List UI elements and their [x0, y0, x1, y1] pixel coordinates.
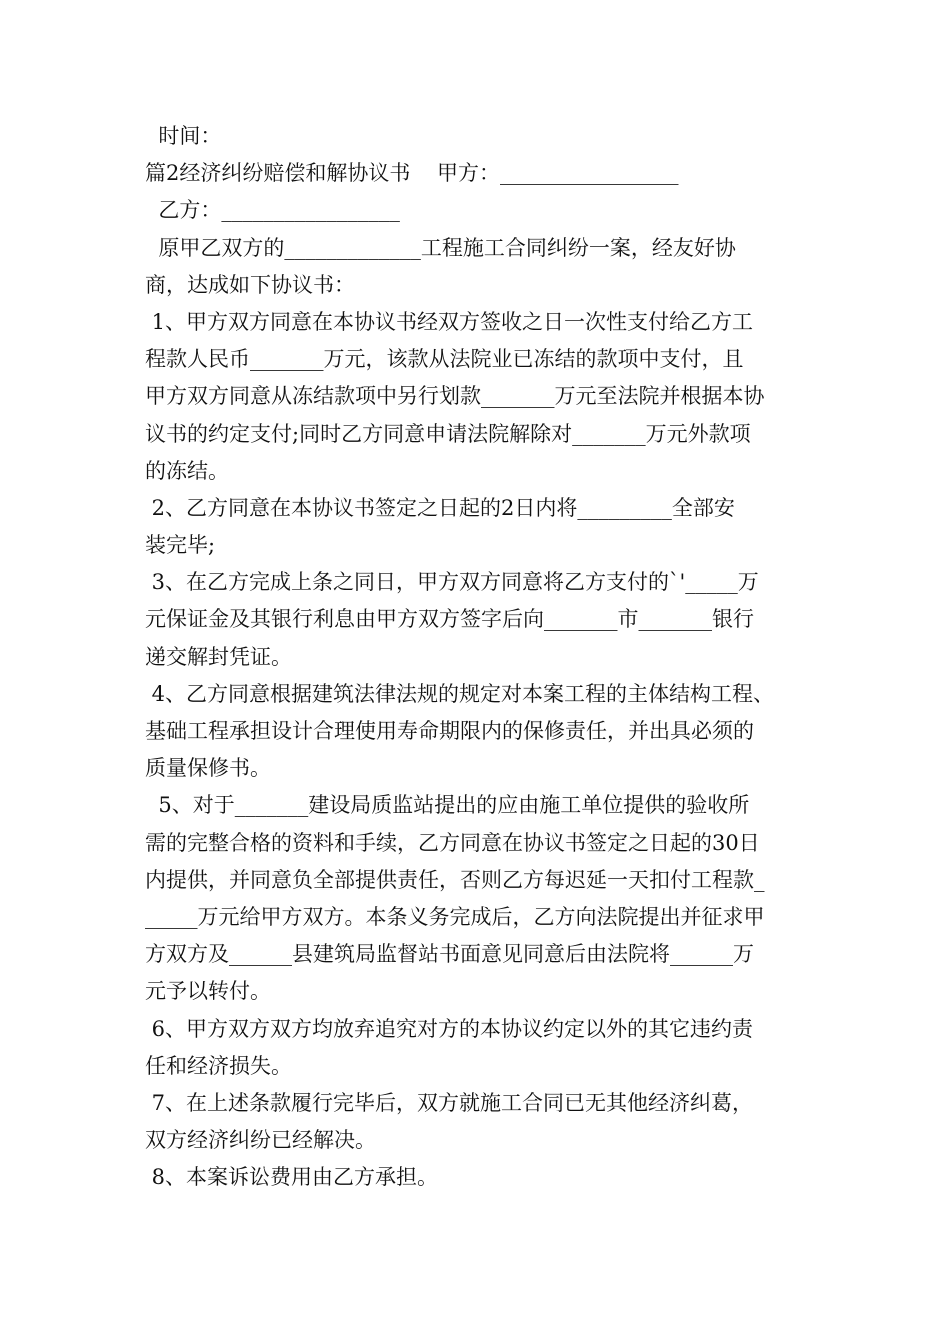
text-line: 程款人民币_______万元，该款从法院业已冻结的款项中支付，且: [145, 347, 744, 372]
text-line: 装完毕;: [145, 533, 216, 558]
text-line: 元予以转付。: [145, 979, 271, 1004]
clause-2: [145, 490, 810, 564]
text-line: 甲方双方同意从冻结款项中另行划款_______万元至法院并根据本协: [145, 384, 765, 409]
text-line: 2、乙方同意在本协议书签定之日起的2日内将_________全部安: [145, 495, 735, 520]
text-line: 6、甲方双方双方均放弃追究对方的本协议约定以外的其它违约责: [145, 1016, 754, 1041]
text-line: 内提供，并同意负全部提供责任，否则乙方每迟延一天扣付工程款_: [145, 867, 765, 892]
text-line: 元保证金及其银行利息由甲方双方签字后向_______市_______银行: [145, 607, 754, 632]
text-line: 任和经济损失。: [145, 1053, 292, 1078]
text-line: 原甲乙双方的_____________工程施工合同纠纷一案，经友好协: [145, 235, 736, 260]
clause-4: [145, 676, 810, 788]
text-line: 的冻结。: [145, 458, 229, 483]
clause-6: [145, 1011, 810, 1085]
intro-paragraph: [145, 230, 810, 304]
text-line: 递交解封凭证。: [145, 644, 292, 669]
text-line: 5、对于_______建设局质监站提出的应由施工单位提供的验收所: [145, 793, 750, 818]
text-line: 4、乙方同意根据建筑法律法规的规定对本案工程的主体结构工程、: [145, 681, 775, 706]
text-line: _____万元给甲方双方。本条义务完成后，乙方向法院提出并征求甲: [145, 904, 765, 929]
text-line: 7、在上述条款履行完毕后，双方就施工合同已无其他经济纠葛，: [145, 1090, 754, 1115]
text-line: 1、甲方双方同意在本协议书经双方签收之日一次性支付给乙方工: [145, 309, 754, 334]
text-line: 方双方及______县建筑局监督站书面意见同意后由法院将______万: [145, 942, 754, 967]
clause-8: [145, 1159, 810, 1196]
text-line: 商，达成如下协议书：: [145, 272, 355, 297]
time-line: 时间：: [145, 124, 222, 148]
text-line: 8、本案诉讼费用由乙方承担。: [145, 1165, 439, 1190]
text-line: 双方经济纠纷已经解决。: [145, 1128, 376, 1153]
text-line: 3、在乙方完成上条之同日，甲方双方同意将乙方支付的`'_____万: [145, 570, 759, 595]
text-line: 需的完整合格的资料和手续，乙方同意在协议书签定之日起的30日: [145, 830, 760, 855]
text-line: 质量保修书。: [145, 756, 271, 781]
text-line: 议书的约定支付;同时乙方同意申请法院解除对_______万元外款项: [145, 421, 751, 446]
text-line: 基础工程承担设计合理使用寿命期限内的保修责任，并出具必须的: [145, 719, 754, 743]
agreement-title-line: 篇2经济纠纷赔偿和解协议书 甲方：_________________: [145, 161, 679, 186]
clause-5: [145, 787, 810, 1010]
document-body: [145, 118, 810, 1196]
party-b-line: 乙方：_________________: [145, 198, 400, 223]
clause-3: [145, 564, 810, 676]
clauses-container: [145, 230, 810, 1197]
clause-7: [145, 1085, 810, 1159]
clause-1: [145, 304, 810, 490]
